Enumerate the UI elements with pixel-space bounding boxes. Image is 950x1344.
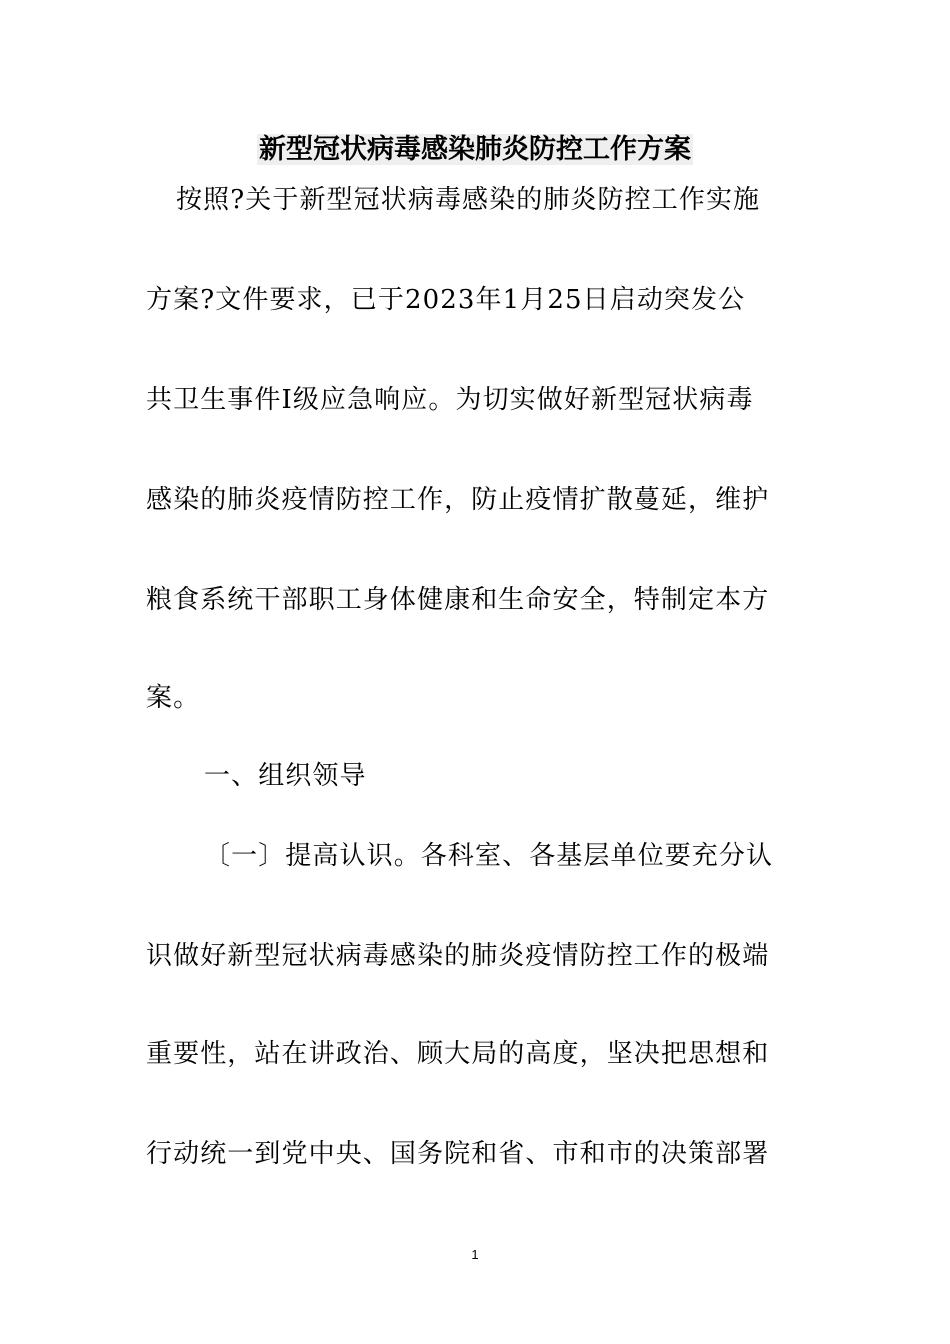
paragraph-line: 方案?文件要求，已于2023年1月25日启动突发公 bbox=[146, 285, 746, 315]
paragraph-line: 案。 bbox=[146, 683, 201, 713]
paragraph-line: 共卫生事件Ⅰ级应急响应。为切实做好新型冠状病毒 bbox=[146, 385, 754, 415]
paragraph-line: 行动统一到党中央、国务院和省、市和市的决策部署 bbox=[146, 1139, 770, 1169]
paragraph-line: 按照?关于新型冠状病毒感染的肺炎防控工作实施 bbox=[176, 185, 761, 215]
paragraph-line: 〔一〕提高认识。各科室、各基层单位要充分认 bbox=[204, 841, 774, 871]
section-heading: 一、组织领导 bbox=[204, 761, 367, 791]
document-title bbox=[0, 132, 950, 168]
title-text: 新型冠状病毒感染肺炎防控工作方案 bbox=[259, 134, 691, 165]
paragraph-line: 重要性，站在讲政治、顾大局的高度，坚决把思想和 bbox=[146, 1039, 770, 1069]
paragraph-line: 粮食系统干部职工身体健康和生命安全，特制定本方 bbox=[146, 585, 770, 615]
page-number: 1 bbox=[471, 1247, 479, 1262]
paragraph-line: 识做好新型冠状病毒感染的肺炎疫情防控工作的极端 bbox=[146, 941, 770, 971]
paragraph-line: 感染的肺炎疫情防控工作，防止疫情扩散蔓延，维护 bbox=[146, 485, 770, 515]
